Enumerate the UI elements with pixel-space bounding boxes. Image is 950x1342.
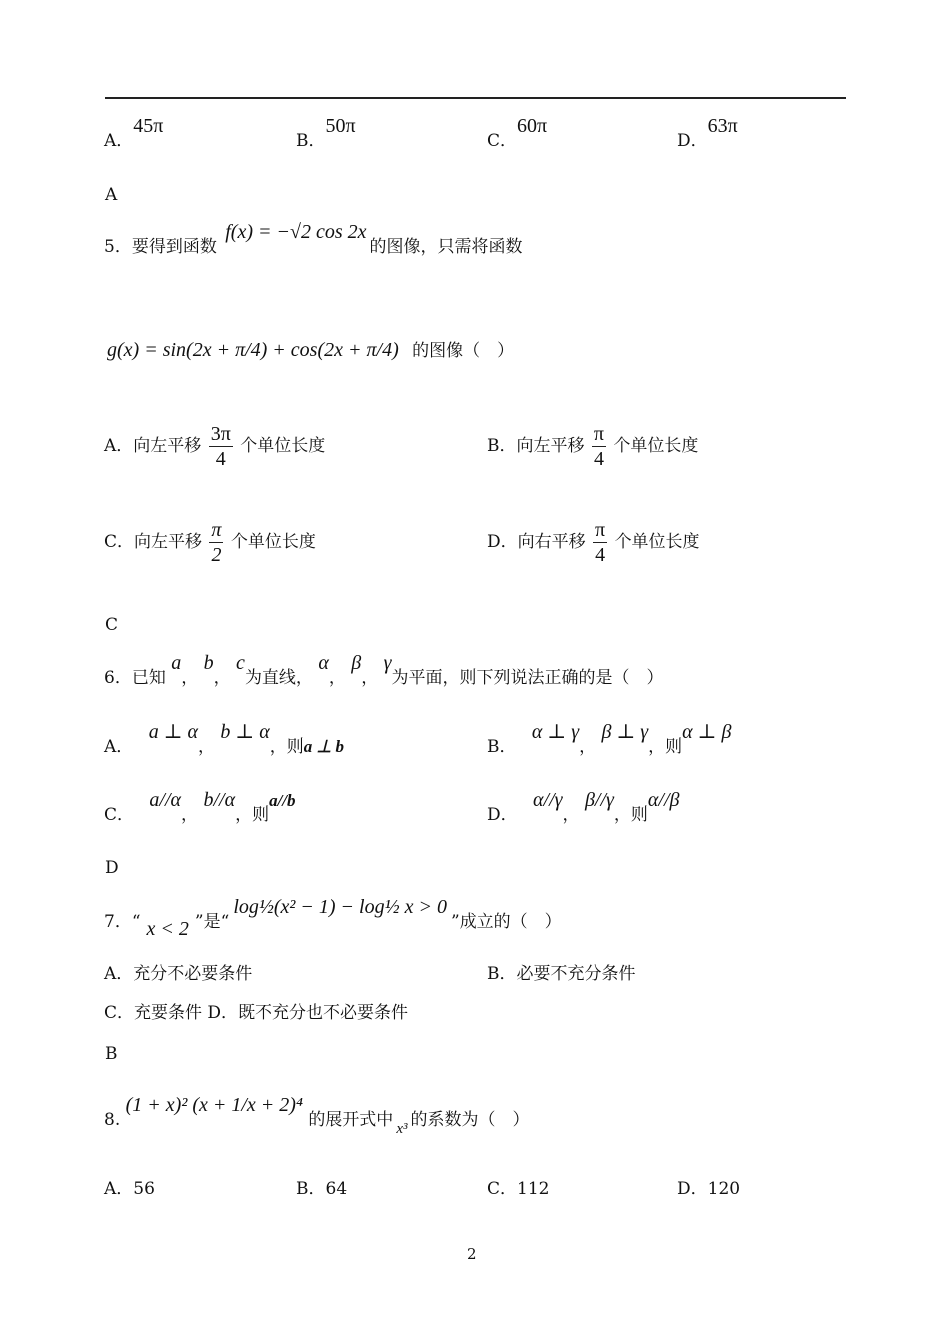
q8-expr: (1 + x)² (x + 1/x + 2)⁴ [125,1094,303,1116]
q7-answer: B [105,1044,118,1064]
q5-option-a: A．向左平移 $\frac{3\pi}{4}$ 个单位长度 [104,423,326,470]
header-rule [105,97,846,99]
q5-f-expr: f(x) = −√2 cos 2x [225,221,367,243]
q7-option-a: A．充分不必要条件 [104,964,253,984]
q8-option-b: B．64 [296,1179,348,1199]
q8-stem: 8. (1 + x)² (x + 1/x + 2)⁴ 的展开式中 x³ 的系数为（ ） [104,1094,530,1137]
q5-stem-line2: g(x) = sin(2x + π/4) + cos(2x + π/4) 的图像（ ） [107,339,515,361]
q4-option-a: A．45π [104,115,164,151]
q5-option-b: B．向左平移 $\frac{\pi}{4}$ 个单位长度 [487,423,699,470]
q5-option-b-fraction: $\frac{\pi}{4}$ [593,423,605,470]
q7-options-cd: C．充要条件 D．既不充分也不必要条件 [104,1003,409,1023]
q5-option-c: C．向左平移 $\frac{\pi}{2}$ 个单位长度 [104,519,316,566]
q7-log-expr: log½(x² − 1) − log½ x > 0 [233,896,447,918]
q7-option-b: B．必要不充分条件 [487,964,636,984]
q6-option-d: D． α//γ， β//γ，则α//β [487,789,680,825]
q4-option-d: D．63π [677,115,738,151]
q6-option-b: B． α ⊥ γ， β ⊥ γ，则α ⊥ β [487,721,732,757]
q6-answer: D [105,858,119,878]
q6-stem: 6．已知 a， b， c为直线， α， β， γ为平面，则下列说法正确的是（ ） [104,652,664,688]
q5-option-c-fraction: $\frac{\pi}{2}$ [211,519,222,566]
q5-answer: C [105,615,119,635]
q7-stem: 7．“ x < 2 ”是“log½(x² − 1) − log½ x > 0”成立的（ ） [104,896,562,940]
q8-option-c: C．112 [487,1179,550,1199]
q6-option-c: C． a//α， b//α，则a//b [104,789,296,825]
q5-stem-line1: 5．要得到函数 f(x) = −√2 cos 2x的图像，只需将函数 [104,221,523,257]
q6-option-a: A． a ⊥ α， b ⊥ α，则a ⊥ b [104,721,345,757]
q5-g-expr: g(x) = sin(2x + π/4) + cos(2x + π/4) [107,339,399,361]
page-number: 2 [467,1245,477,1263]
q5-option-d: D．向右平移 $\frac{\pi}{4}$ 个单位长度 [487,519,700,566]
q5-option-a-fraction: $\frac{3\pi}{4}$ [210,423,231,470]
q5-option-d-fraction: $\frac{\pi}{4}$ [595,519,606,566]
q8-option-d: D．120 [677,1179,741,1199]
q4-option-b: B．50π [296,115,356,151]
q4-answer: A [105,185,118,205]
q4-option-c: C．60π [487,115,548,151]
q8-option-a: A．56 [104,1179,155,1199]
